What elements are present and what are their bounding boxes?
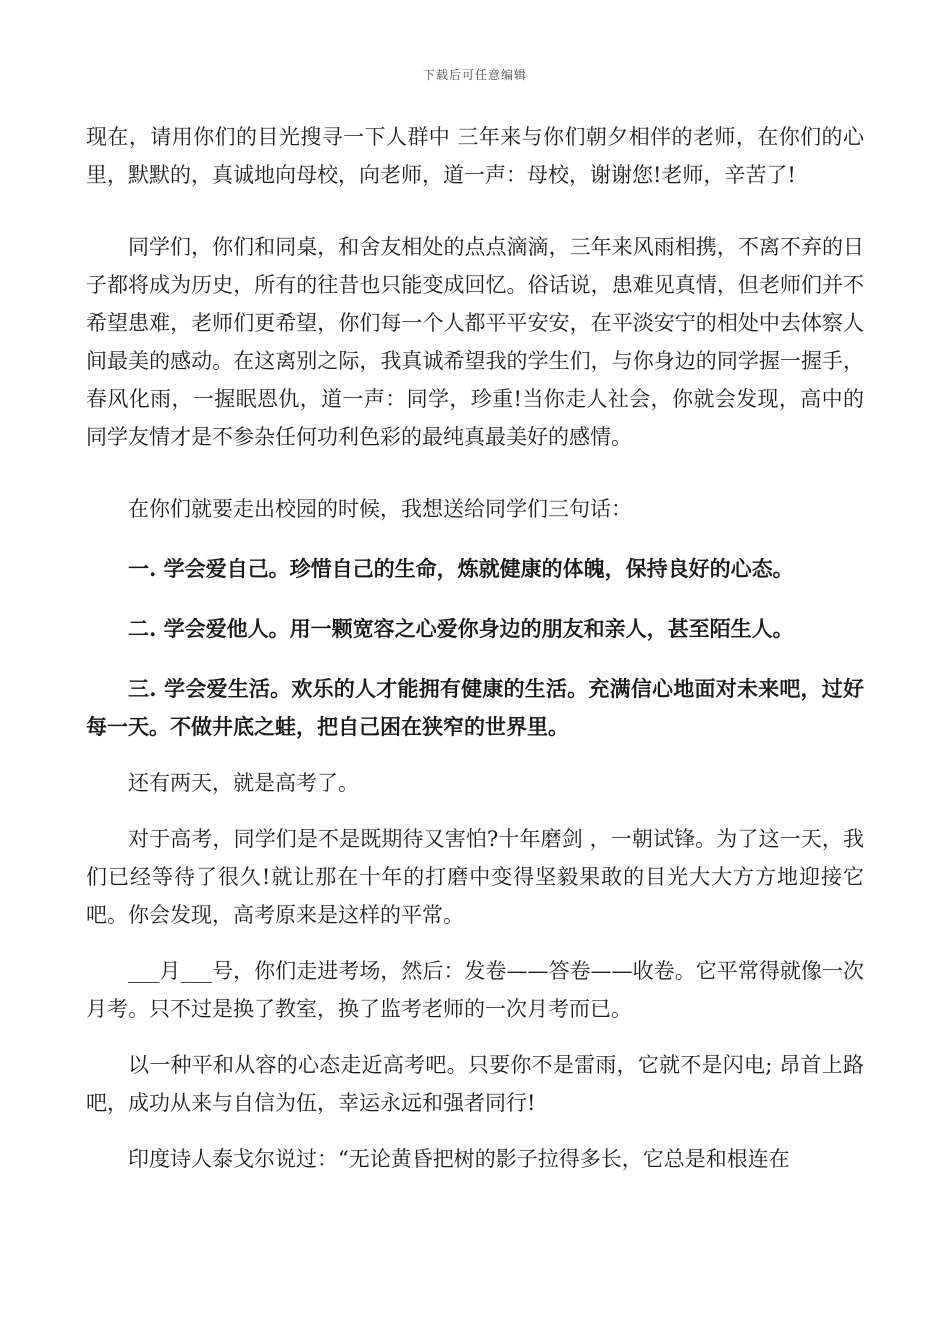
paragraph-love-life: 三. 学会爱生活。欢乐的人才能拥有健康的生活。充满信心地面对未来吧，过好每一天。不做井底之蛙，把自己困在狭窄的世界里。 [86,676,864,739]
paragraph-gaokao-expectation: 对于高考，同学们是不是既期待又害怕?十年磨剑 ，一朝试锋。为了这一天，我们已经等待了很久!就让那在十年的打磨中变得坚毅果敢的目光大大方方地迎接它吧。你会发现，高考原来是这样的平常。 [86,827,864,927]
paragraph-classmates: 同学们，你们和同桌，和舍友相处的点点滴滴，三年来风雨相携，不离不弃的日子都将成为历史，所有的往昔也只能变成回忆。俗话说，患难见真情，但老师们并不希望患难，老师们更希望，你们每一个人都平平安安，在平淡安宁的相处中去体察人间最美的感动。在这离别之际，我真诚希望我的学生们，与你身边的同学握一握手，春风化雨，一握眠恩仇，道一声：同学，珍重!当你走人社会，你就会发现，高中的同学友情才是不参杂任何功利色彩的最纯真最美好的感情。 [86,235,864,449]
paragraph-love-yourself: 一. 学会爱自己。珍惜自己的生命，炼就健康的体魄，保持良好的心态。 [128,556,794,581]
paragraph-tagore-quote: 印度诗人泰戈尔说过：“无论黄昏把树的影子拉得多长，它总是和根连在 [128,1147,790,1171]
paragraph-three-sentences-intro: 在你们就要走出校园的时候，我想送给同学们三句话： [128,497,632,521]
paragraph-love-others: 二. 学会爱他人。用一颗宽容之心爱你身边的朋友和亲人，甚至陌生人。 [128,616,794,641]
paragraph-thanks-teachers: 现在，请用你们的目光搜寻一下人群中 三年来与你们朝夕相伴的老师，在你们的心里，默默的，真诚地向母校，向老师，道一声：母校，谢谢您!老师，辛苦了! [86,125,864,187]
paragraph-exam-routine: ___月___号，你们走进考场，然后：发卷——答卷——收卷。它平常得就像一次月考。只不过是换了教室，换了监考老师的一次月考而已。 [86,959,864,1021]
page-header-note: 下载后可任意编辑 [422,68,527,82]
paragraph-two-days-left: 还有两天，就是高考了。 [128,771,359,795]
document-body [86,118,864,1178]
paragraph-calm-mindset: 以一种平和从容的心态走近高考吧。只要你不是雷雨，它就不是闪电; 昂首上路吧，成功从来与自信为伍，幸运永远和强者同行! [86,1053,864,1115]
